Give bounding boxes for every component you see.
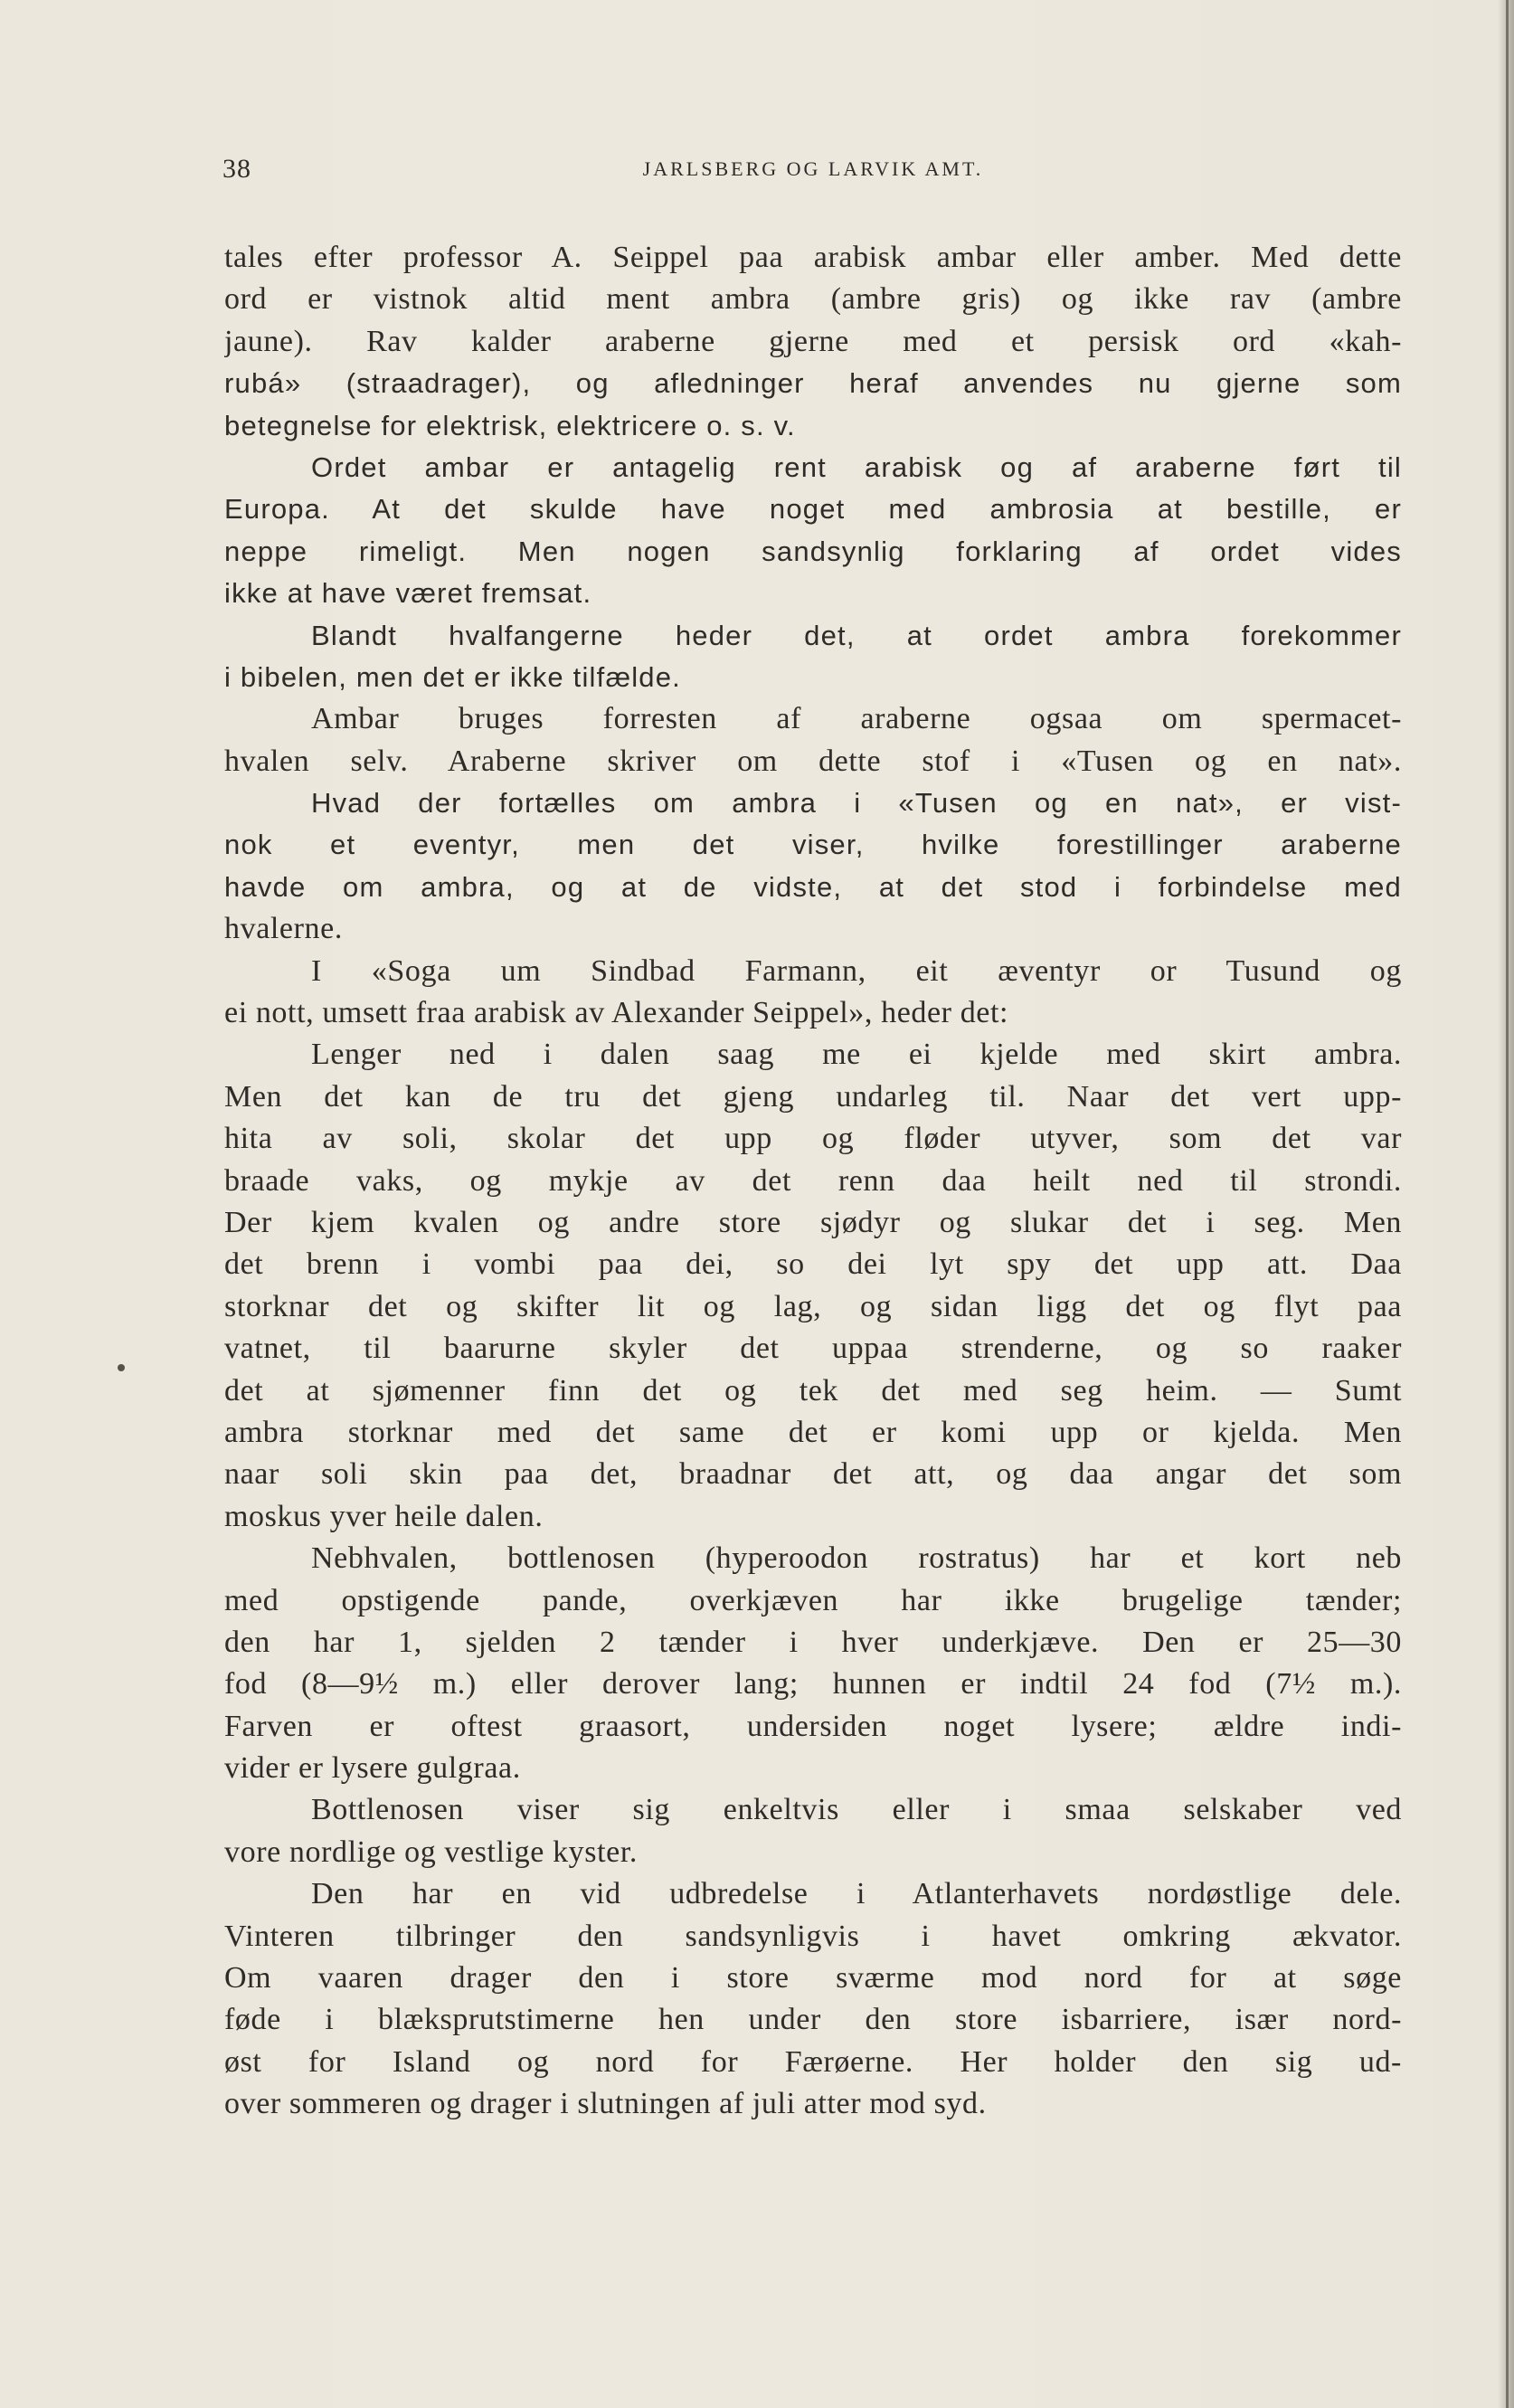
text-line: braade vaks, og mykje av det renn daa heilt ned til strondi. — [224, 1163, 1402, 1198]
text-line: det brenn i vombi paa dei, so dei lyt spy det upp att. Daa — [224, 1247, 1402, 1282]
text-line: Ordet ambar er antagelig rent arabisk og af araberne ført til — [311, 450, 1402, 483]
binding-edge — [1506, 0, 1509, 2408]
text-line: fod (8—9½ m.) eller derover lang; hunnen er indtil 24 fod (7½ m.). — [224, 1667, 1402, 1702]
running-title: JARLSBERG OG LARVIK AMT. — [642, 157, 984, 180]
text-line: Nebhvalen, bottlenosen (hyperoodon rostratus) har et kort neb — [311, 1541, 1402, 1576]
text-line: Om vaaren drager den i store sværme mod nord for at søge — [224, 1961, 1402, 1996]
text-line: naar soli skin paa det, braadnar det att, og daa angar det som — [224, 1457, 1402, 1492]
body-text — [224, 237, 1402, 2126]
margin-speck — [118, 1364, 125, 1371]
text-line: I «Soga um Sindbad Farmann, eit æventyr or Tusund og — [311, 953, 1402, 988]
text-line: Men det kan de tru det gjeng undarleg til. Naar det vert upp- — [224, 1079, 1402, 1114]
text-line: hita av soli, skolar det upp og fløder utyver, som det var — [224, 1122, 1402, 1156]
text-line: vore nordlige og vestlige kyster. — [224, 1834, 638, 1869]
text-line: vider er lysere gulgraa. — [224, 1751, 521, 1786]
text-line: ord er vistnok altid ment ambra (ambre gris) og ikke rav (ambre — [224, 282, 1402, 317]
text-line: ikke at have været fremsat. — [224, 577, 592, 610]
text-line: betegnelse for elektrisk, elektricere o. s. v. — [224, 409, 796, 441]
text-line: nok et eventyr, men det viser, hvilke forestillinger araberne — [224, 829, 1402, 861]
text-line: i bibelen, men det er ikke tilfælde. — [224, 660, 681, 693]
text-line: vatnet, til baarurne skyler det uppaa strenderne, og so raaker — [224, 1332, 1402, 1366]
text-line: Ambar bruges forresten af araberne ogsaa om spermacet- — [311, 702, 1402, 736]
text-line: med opstigende pande, overkjæven har ikke brugelige tænder; — [224, 1583, 1402, 1617]
text-line: føde i blæksprutstimerne hen under den store isbarriere, især nord- — [224, 2003, 1402, 2037]
text-line: hvalerne. — [224, 912, 343, 946]
text-line: Europa. At det skulde have noget med ambrosia at bestille, er — [224, 493, 1402, 526]
text-line: Der kjem kvalen og andre store sjødyr og slukar det i seg. Men — [224, 1205, 1402, 1239]
text-line: Bottlenosen viser sig enkeltvis eller i smaa selskaber ved — [311, 1793, 1402, 1827]
text-line: Den har en vid udbredelse i Atlanterhavets nordøstlige dele. — [311, 1877, 1402, 1911]
text-line: jaune). Rav kalder araberne gjerne med et persisk ord «kah- — [224, 324, 1402, 358]
text-line: øst for Island og nord for Færøerne. Her holder den sig ud- — [224, 2044, 1402, 2079]
page-number: 38 — [222, 154, 251, 184]
page-header — [222, 154, 1404, 197]
text-line: rubá» (straadrager), og afledninger heraf anvendes nu gjerne som — [224, 367, 1402, 400]
text-line: tales efter professor A. Seippel paa arabisk ambar eller amber. Med dette — [224, 241, 1402, 274]
text-line: neppe rimeligt. Men nogen sandsynlig forklaring af ordet vides — [224, 535, 1402, 567]
text-line: Lenger ned i dalen saag me ei kjelde med skirt ambra. — [311, 1038, 1402, 1072]
text-line: over sommeren og drager i slutningen af juli atter mod syd. — [224, 2087, 987, 2121]
text-line: hvalen selv. Araberne skriver om dette stof i «Tusen og en nat». — [224, 744, 1402, 778]
text-line: havde om ambra, og at de vidste, at det stod i forbindelse med — [224, 870, 1402, 903]
text-line: den har 1, sjelden 2 tænder i hver underkjæve. Den er 25—30 — [224, 1625, 1402, 1659]
text-line: Hvad der fortælles om ambra i «Tusen og en nat», er vist- — [311, 787, 1402, 820]
text-line: ei nott, umsett fraa arabisk av Alexander Seippel», heder det: — [224, 996, 1009, 1030]
text-line: Farven er oftest graasort, undersiden noget lysere; ældre indi- — [224, 1709, 1402, 1743]
text-line: storknar det og skifter lit og lag, og sidan ligg det og flyt paa — [224, 1289, 1402, 1323]
text-line: Vinteren tilbringer den sandsynligvis i havet omkring ækvator. — [224, 1919, 1402, 1953]
text-line: ambra storknar med det same det er komi upp or kjelda. Men — [224, 1415, 1402, 1449]
text-line: det at sjømenner finn det og tek det med seg heim. — Sumt — [224, 1373, 1402, 1408]
text-line: Blandt hvalfangerne heder det, at ordet ambra forekommer — [311, 619, 1402, 651]
text-line: moskus yver heile dalen. — [224, 1499, 544, 1533]
